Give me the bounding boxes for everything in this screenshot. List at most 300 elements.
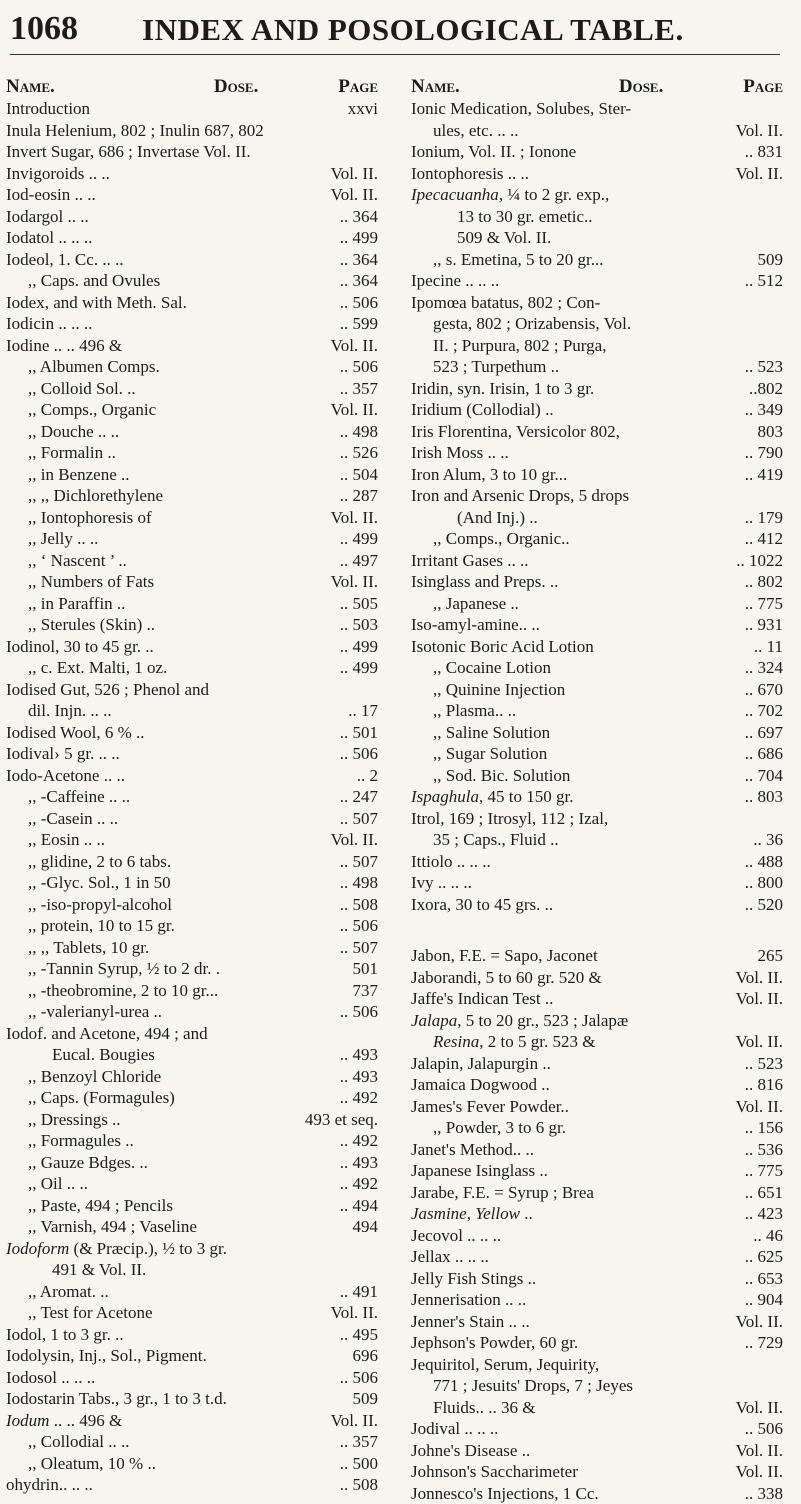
entry-name: ,, -iso-propyl-alcohol — [28, 894, 172, 916]
index-entry — [411, 722, 785, 744]
entry-name: Janet's Method.. .. — [411, 1139, 534, 1161]
index-entry — [6, 249, 380, 271]
entry-name: 523 ; Turpethum .. — [433, 356, 559, 378]
index-entry — [6, 765, 380, 787]
entry-name: Jarabe, F.E. = Syrup ; Brea — [411, 1182, 594, 1204]
entry-page: Vol. II. — [736, 1031, 785, 1053]
entry-page: .. 506 — [340, 1367, 380, 1389]
entry-name: Jalapa, 5 to 20 gr., 523 ; Jalapæ — [411, 1010, 628, 1032]
entry-name: ,, -Tannin Syrup, ½ to 2 dr. . — [28, 958, 220, 980]
index-entry — [6, 1259, 380, 1281]
index-entry — [6, 1001, 380, 1023]
index-entry — [411, 1117, 785, 1139]
entry-page: .. 670 — [745, 679, 785, 701]
index-entry — [411, 1010, 785, 1032]
entry-name: Jaffe's Indican Test .. — [411, 988, 553, 1010]
entry-name: ,, -valerianyl-urea .. — [28, 1001, 162, 1023]
entry-page: .. 653 — [745, 1268, 785, 1290]
entry-page: xxvi — [348, 98, 380, 120]
entry-page: Vol. II. — [736, 1397, 785, 1419]
entry-page: .. 802 — [745, 571, 785, 593]
entry-page: 509 — [758, 249, 786, 271]
entry-name: ,, in Paraffin .. — [28, 593, 125, 615]
entry-name: Iodeol, 1. Cc. .. .. — [6, 249, 124, 271]
index-entry — [411, 1246, 785, 1268]
entry-page: .. 357 — [340, 378, 380, 400]
entry-name: ,, Sod. Bic. Solution — [433, 765, 570, 787]
index-entry — [6, 657, 380, 679]
index-entry — [411, 1397, 785, 1419]
entry-name: ,, s. Emetina, 5 to 20 gr... — [433, 249, 603, 271]
entry-page: .. 686 — [745, 743, 785, 765]
index-entry — [411, 528, 785, 550]
index-entry — [411, 1354, 785, 1376]
entry-name: Isinglass and Preps. .. — [411, 571, 558, 593]
entry-page: .. 505 — [340, 593, 380, 615]
index-entry — [411, 120, 785, 142]
index-entry — [411, 1139, 785, 1161]
index-column-right — [411, 76, 785, 1504]
index-entry — [411, 614, 785, 636]
index-entry — [411, 249, 785, 271]
entry-name: ,, Aromat. .. — [28, 1281, 109, 1303]
entry-page: .. 503 — [340, 614, 380, 636]
entry-page: .. 507 — [340, 937, 380, 959]
entry-name: Jecovol .. .. .. — [411, 1225, 501, 1247]
entry-page: .. 523 — [745, 356, 785, 378]
entry-page: .. 499 — [340, 657, 380, 679]
index-entry — [6, 700, 380, 722]
entry-page: Vol. II. — [331, 163, 380, 185]
index-entry — [411, 700, 785, 722]
index-entry — [6, 1431, 380, 1453]
entry-page: 494 — [353, 1216, 381, 1238]
index-entry — [411, 1289, 785, 1311]
entry-name: Ipecine .. .. .. — [411, 270, 499, 292]
entry-name: Jenner's Stain .. .. — [411, 1311, 530, 1333]
entry-page: 696 — [353, 1345, 381, 1367]
index-entry — [6, 98, 380, 120]
entry-name: Iod-eosin .. .. — [6, 184, 96, 206]
entry-page: 501 — [353, 958, 381, 980]
entry-name: Fluids.. .. 36 & — [433, 1397, 536, 1419]
index-entry — [6, 786, 380, 808]
entry-name: ,, c. Ext. Malti, 1 oz. — [28, 657, 167, 679]
entry-name: Jephson's Powder, 60 gr. — [411, 1332, 578, 1354]
index-entry — [6, 227, 380, 249]
index-entry — [6, 1152, 380, 1174]
entry-name: Iso-amyl-amine.. .. — [411, 614, 540, 636]
index-entry — [411, 894, 785, 916]
entry-page: .. 357 — [340, 1431, 380, 1453]
index-entry — [411, 786, 785, 808]
index-entry — [6, 614, 380, 636]
entry-name: 509 & Vol. II. — [457, 227, 551, 249]
entry-name: ,, Sugar Solution — [433, 743, 547, 765]
entry-name: ,, Test for Acetone — [28, 1302, 153, 1324]
entry-page: .. 492 — [340, 1173, 380, 1195]
entry-name: Inula Helenium, 802 ; Inulin 687, 802 — [6, 120, 264, 142]
entry-page: .. 2 — [357, 765, 380, 787]
entry-page: .. 501 — [340, 722, 380, 744]
entry-page: Vol. II. — [736, 163, 785, 185]
entry-name: Iron and Arsenic Drops, 5 drops — [411, 485, 629, 507]
entry-page: .. 36 — [753, 829, 785, 851]
index-entry — [411, 915, 785, 945]
index-entry — [6, 1023, 380, 1045]
entry-name: Jonnesco's Injections, 1 Cc. — [411, 1483, 599, 1504]
entry-page: .. 419 — [745, 464, 785, 486]
index-entry — [411, 829, 785, 851]
index-entry — [6, 163, 380, 185]
entry-name: Iodol, 1 to 3 gr. .. — [6, 1324, 124, 1346]
index-entry — [411, 141, 785, 163]
entry-name: ,, Eosin .. .. — [28, 829, 105, 851]
entry-name: ,, Formagules .. — [28, 1130, 134, 1152]
index-entry — [411, 550, 785, 572]
index-entry — [6, 980, 380, 1002]
entry-name: ,, Jelly .. .. — [28, 528, 98, 550]
entry-name: 13 to 30 gr. emetic.. — [457, 206, 593, 228]
index-entry — [411, 945, 785, 967]
page-header — [10, 8, 780, 55]
index-entry — [6, 1302, 380, 1324]
index-entry — [411, 1096, 785, 1118]
entry-page: .. 523 — [745, 1053, 785, 1075]
entry-name: Japanese Isinglass .. — [411, 1160, 548, 1182]
entry-name: Introduction — [6, 98, 90, 120]
index-entry — [6, 722, 380, 744]
index-entry — [411, 485, 785, 507]
index-entry — [6, 442, 380, 464]
entry-name: Itrol, 169 ; Itrosyl, 112 ; Izal, — [411, 808, 608, 830]
entry-page: .. 508 — [340, 1474, 380, 1496]
entry-name: ,, Gauze Bdges. .. — [28, 1152, 148, 1174]
page-title: INDEX AND POSOLOGICAL TABLE. — [142, 12, 684, 48]
index-entry — [411, 421, 785, 443]
index-entry — [411, 507, 785, 529]
index-entry — [6, 1281, 380, 1303]
index-entry — [6, 1109, 380, 1131]
entry-page: .. 287 — [340, 485, 380, 507]
index-entry — [6, 1130, 380, 1152]
entry-page: .. 488 — [745, 851, 785, 873]
heading-dose: Dose. — [124, 76, 338, 98]
entry-page: .. 423 — [745, 1203, 785, 1225]
entry-page: .. 704 — [745, 765, 785, 787]
entry-name: Invigoroids .. .. — [6, 163, 110, 185]
entry-list — [6, 98, 380, 1496]
entry-name: ,, Colloid Sol. .. — [28, 378, 136, 400]
index-entry — [6, 1195, 380, 1217]
entry-name: Ionium, Vol. II. ; Ionone — [411, 141, 576, 163]
entry-page: .. 931 — [745, 614, 785, 636]
index-entry — [411, 399, 785, 421]
entry-name: Jodival .. .. .. — [411, 1418, 498, 1440]
entry-page: Vol. II. — [736, 967, 785, 989]
entry-name: Iris Florentina, Versicolor 802, — [411, 421, 620, 443]
entry-name: ,, Dressings .. — [28, 1109, 121, 1131]
entry-name: Iron Alum, 3 to 10 gr... — [411, 464, 567, 486]
entry-name: Iodicin .. .. .. — [6, 313, 92, 335]
index-entry — [6, 1367, 380, 1389]
index-entry — [411, 335, 785, 357]
entry-page: .. 506 — [340, 1001, 380, 1023]
entry-page: .. 506 — [745, 1418, 785, 1440]
entry-name: Jequiritol, Serum, Jequirity, — [411, 1354, 599, 1376]
index-entry — [411, 872, 785, 894]
entry-name: Jaborandi, 5 to 60 gr. 520 & — [411, 967, 602, 989]
index-entry — [411, 967, 785, 989]
index-entry — [6, 571, 380, 593]
entry-name: Ispaghula, 45 to 150 gr. — [411, 786, 573, 808]
index-entry — [6, 1410, 380, 1432]
index-entry — [6, 1453, 380, 1475]
index-entry — [411, 98, 785, 120]
entry-page: Vol. II. — [331, 335, 380, 357]
entry-page: .. 498 — [340, 872, 380, 894]
entry-page: Vol. II. — [736, 1440, 785, 1462]
index-entry — [411, 378, 785, 400]
entry-name: ,, Saline Solution — [433, 722, 550, 744]
entry-page: .. 506 — [340, 292, 380, 314]
index-entry — [411, 1461, 785, 1483]
entry-page: .. 803 — [745, 786, 785, 808]
entry-name: ,, Collodial .. .. — [28, 1431, 130, 1453]
entry-name: 35 ; Caps., Fluid .. — [433, 829, 559, 851]
entry-name: ,, Benzoyl Chloride — [28, 1066, 161, 1088]
index-entry — [6, 421, 380, 443]
index-entry — [6, 1087, 380, 1109]
entry-page: .. 499 — [340, 528, 380, 550]
entry-name: ,, Oleatum, 10 % .. — [28, 1453, 156, 1475]
index-entry — [411, 1483, 785, 1504]
entry-name: ,, Caps. (Formagules) — [28, 1087, 175, 1109]
index-entry — [411, 636, 785, 658]
entry-name: Jamaica Dogwood .. — [411, 1074, 550, 1096]
index-entry — [6, 829, 380, 851]
entry-name: Iodatol .. .. .. — [6, 227, 92, 249]
entry-name: ,, Douche .. .. — [28, 421, 119, 443]
entry-name: ,, Comps., Organic.. — [433, 528, 570, 550]
entry-page: .. 508 — [340, 894, 380, 916]
index-entry — [411, 765, 785, 787]
entry-page: .. 500 — [340, 1453, 380, 1475]
entry-name: ,, -Caffeine .. .. — [28, 786, 130, 808]
heading-name: Name. — [411, 76, 529, 98]
index-entry — [6, 679, 380, 701]
column-heading — [411, 76, 785, 98]
index-entry — [6, 335, 380, 357]
index-entry — [411, 988, 785, 1010]
entry-name: ,, Varnish, 494 ; Vaseline — [28, 1216, 197, 1238]
entry-page: .. 702 — [745, 700, 785, 722]
entry-name: James's Fever Powder.. — [411, 1096, 569, 1118]
index-entry — [6, 1388, 380, 1410]
heading-name: Name. — [6, 76, 124, 98]
entry-name: ,, Iontophoresis of — [28, 507, 152, 529]
entry-page: Vol. II. — [736, 120, 785, 142]
entry-name: Jennerisation .. .. — [411, 1289, 526, 1311]
index-entry — [6, 550, 380, 572]
entry-page: .. 697 — [745, 722, 785, 744]
index-entry — [6, 894, 380, 916]
entry-name: ,, Quinine Injection — [433, 679, 565, 701]
entry-name: ,, Sterules (Skin) .. — [28, 614, 155, 636]
index-entry — [6, 292, 380, 314]
index-entry — [411, 679, 785, 701]
index-entry — [6, 141, 380, 163]
entry-name: Iodostarin Tabs., 3 gr., 1 to 3 t.d. — [6, 1388, 227, 1410]
index-entry — [411, 313, 785, 335]
index-entry — [411, 442, 785, 464]
index-entry — [6, 1238, 380, 1260]
entry-page: .. 364 — [340, 249, 380, 271]
index-entry — [411, 1332, 785, 1354]
entry-page: .. 536 — [745, 1139, 785, 1161]
entry-page: .. 800 — [745, 872, 785, 894]
entry-page: Vol. II. — [331, 184, 380, 206]
entry-name: ,, Paste, 494 ; Pencils — [28, 1195, 173, 1217]
entry-page: .. 831 — [745, 141, 785, 163]
index-entry — [411, 227, 785, 249]
entry-name: dil. Injn. .. .. — [28, 700, 112, 722]
index-entry — [6, 120, 380, 142]
entry-page: 737 — [353, 980, 381, 1002]
heading-dose: Dose. — [529, 76, 743, 98]
index-entry — [411, 1225, 785, 1247]
entry-name: ,, ,, Dichlorethylene — [28, 485, 163, 507]
index-entry — [411, 1268, 785, 1290]
entry-page: .. 520 — [745, 894, 785, 916]
entry-page: 509 — [353, 1388, 381, 1410]
entry-page: Vol. II. — [331, 571, 380, 593]
entry-page: .. 651 — [745, 1182, 785, 1204]
entry-name: ohydrin.. .. .. — [6, 1474, 93, 1496]
entry-page: .. 904 — [745, 1289, 785, 1311]
index-entry — [411, 1418, 785, 1440]
entry-name: ,, Oil .. .. — [28, 1173, 88, 1195]
entry-page: .. 492 — [340, 1130, 380, 1152]
entry-name: Iodargol .. .. — [6, 206, 89, 228]
index-entry — [6, 743, 380, 765]
entry-page: 265 — [758, 945, 786, 967]
entry-name: Jelly Fish Stings .. — [411, 1268, 536, 1290]
entry-name: Iodolysin, Inj., Sol., Pigment. — [6, 1345, 207, 1367]
index-entry — [411, 1203, 785, 1225]
index-entry — [6, 1474, 380, 1496]
index-entry — [6, 872, 380, 894]
index-entry — [6, 937, 380, 959]
index-entry — [411, 657, 785, 679]
index-entry — [411, 808, 785, 830]
entry-name: Johnson's Saccharimeter — [411, 1461, 578, 1483]
index-entry — [411, 851, 785, 873]
entry-name: Ipecacuanha, ¼ to 2 gr. exp., — [411, 184, 609, 206]
entry-name: Iodised Wool, 6 % .. — [6, 722, 145, 744]
index-entry — [411, 1074, 785, 1096]
index-entry — [411, 206, 785, 228]
index-entry — [411, 270, 785, 292]
index-entry — [411, 1440, 785, 1462]
entry-page: Vol. II. — [331, 1302, 380, 1324]
entry-page: .. 349 — [745, 399, 785, 421]
index-entry — [6, 1066, 380, 1088]
index-entry — [411, 1031, 785, 1053]
page-number: 1068 — [10, 10, 78, 48]
entry-name: ,, Cocaine Lotion — [433, 657, 551, 679]
entry-page: .. 338 — [745, 1483, 785, 1504]
entry-name: ,, -Glyc. Sol., 1 in 50 — [28, 872, 171, 894]
entry-page: .. 499 — [340, 227, 380, 249]
entry-name: Iridin, syn. Irisin, 1 to 3 gr. — [411, 378, 594, 400]
index-entry — [6, 270, 380, 292]
entry-name: ,, protein, 10 to 15 gr. — [28, 915, 175, 937]
entry-name: Iodoform (& Præcip.), ½ to 3 gr. — [6, 1238, 227, 1260]
entry-name: Iodof. and Acetone, 494 ; and — [6, 1023, 208, 1045]
index-entry — [6, 206, 380, 228]
entry-page: .. 493 — [340, 1044, 380, 1066]
entry-page: .. 625 — [745, 1246, 785, 1268]
heading-page: Page — [743, 76, 783, 98]
index-entry — [6, 1345, 380, 1367]
entry-page: 493 et seq. — [305, 1109, 380, 1131]
entry-name: Iodival› 5 gr. .. .. — [6, 743, 120, 765]
entry-name: Ipomœa batatus, 802 ; Con- — [411, 292, 600, 314]
index-entry — [6, 1324, 380, 1346]
entry-name: ,, -Casein .. .. — [28, 808, 118, 830]
index-entry — [6, 1044, 380, 1066]
entry-page: .. 364 — [340, 270, 380, 292]
entry-page: .. 492 — [340, 1087, 380, 1109]
entry-page: .. 497 — [340, 550, 380, 572]
entry-name: gesta, 802 ; Orizabensis, Vol. — [433, 313, 631, 335]
entry-name: Ionic Medication, Solubes, Ster- — [411, 98, 631, 120]
entry-page: Vol. II. — [331, 399, 380, 421]
entry-name: ,, Formalin .. — [28, 442, 116, 464]
index-entry — [6, 915, 380, 937]
entry-name: Iodo-Acetone .. .. — [6, 765, 125, 787]
entry-name: Jellax .. .. .. — [411, 1246, 489, 1268]
entry-page: Vol. II. — [736, 1311, 785, 1333]
entry-page: .. 790 — [745, 442, 785, 464]
entry-page: .. 491 — [340, 1281, 380, 1303]
entry-page: .. 364 — [340, 206, 380, 228]
entry-name: ules, etc. .. .. — [433, 120, 518, 142]
index-entry — [411, 1311, 785, 1333]
index-entry — [411, 1375, 785, 1397]
entry-name: ,, Numbers of Fats — [28, 571, 154, 593]
index-entry — [6, 1216, 380, 1238]
entry-page: 803 — [758, 421, 786, 443]
entry-name: ,, Albumen Comps. — [28, 356, 160, 378]
index-entry — [411, 184, 785, 206]
entry-name: Resina, 2 to 5 gr. 523 & — [433, 1031, 595, 1053]
entry-name: Iodex, and with Meth. Sal. — [6, 292, 187, 314]
index-entry — [6, 958, 380, 980]
entry-name: Jasmine, Yellow .. — [411, 1203, 533, 1225]
index-entry — [6, 808, 380, 830]
entry-name: Iodinol, 30 to 45 gr. .. — [6, 636, 154, 658]
index-entry — [411, 1053, 785, 1075]
entry-name: ,, Caps. and Ovules — [28, 270, 160, 292]
entry-name: II. ; Purpura, 802 ; Purga, — [433, 335, 606, 357]
entry-name: (And Inj.) .. — [457, 507, 538, 529]
entry-name: ,, in Benzene .. — [28, 464, 130, 486]
index-entry — [411, 1182, 785, 1204]
entry-name: Iodum .. .. 496 & — [6, 1410, 122, 1432]
index-entry — [6, 399, 380, 421]
